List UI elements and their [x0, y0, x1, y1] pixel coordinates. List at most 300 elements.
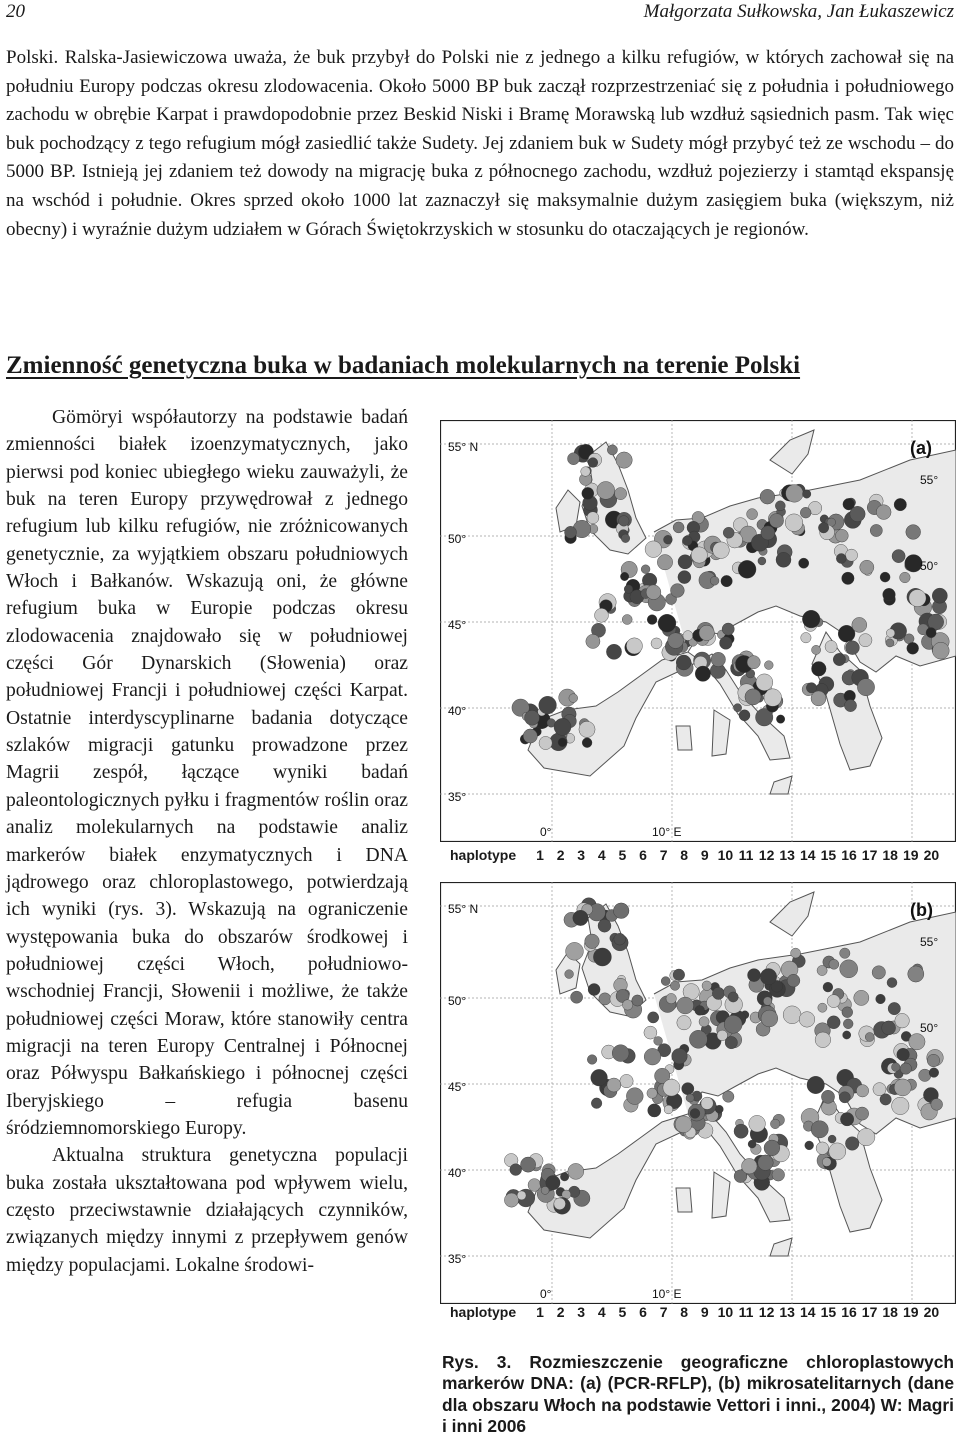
haplotype-dot	[664, 535, 673, 544]
lat-label: 55°	[920, 473, 939, 487]
haplotype-dot	[856, 1107, 869, 1120]
legend-number: 18	[882, 847, 898, 863]
haplotype-dot	[607, 445, 617, 455]
haplotype-dot	[585, 934, 600, 949]
haplotype-dot	[713, 542, 730, 559]
haplotype-dot	[723, 527, 734, 538]
haplotype-dot	[806, 683, 816, 693]
haplotype-dot	[827, 995, 840, 1008]
haplotype-dot	[748, 969, 761, 982]
legend-number: 15	[820, 847, 837, 863]
haplotype-dot	[818, 1003, 827, 1012]
haplotype-dot	[682, 536, 692, 546]
haplotype-dot	[812, 645, 821, 654]
haplotype-dot	[894, 498, 906, 510]
haplotype-dot	[723, 1091, 734, 1102]
legend-number: 8	[680, 847, 689, 863]
haplotype-dot	[666, 993, 676, 1003]
haplotype-dot	[597, 482, 615, 500]
legend-number: 11	[738, 1304, 754, 1320]
haplotype-dot	[588, 458, 598, 468]
haplotype-dot	[606, 644, 621, 659]
haplotype-dot	[822, 1158, 831, 1167]
haplotype-dot	[919, 1069, 931, 1081]
haplotype-dot	[872, 966, 885, 979]
haplotype-dot	[772, 1169, 785, 1182]
legend-number: 14	[800, 847, 816, 863]
haplotype-dot	[857, 679, 874, 696]
haplotype-dot	[565, 970, 574, 979]
haplotype-dot	[840, 948, 850, 958]
page-header	[6, 0, 954, 30]
haplotype-dot	[595, 608, 609, 622]
haplotype-dot	[591, 1098, 602, 1109]
haplotype-dot	[854, 990, 869, 1005]
lat-label: 55° N	[448, 902, 479, 916]
haplotype-dot	[892, 1097, 909, 1114]
page-number: 20	[6, 1, 25, 22]
haplotype-dot	[644, 1048, 661, 1065]
haplotype-dot	[811, 1121, 828, 1138]
legend-number: 13	[779, 1304, 795, 1320]
haplotype-dot	[586, 634, 600, 648]
haplotype-dot	[720, 637, 733, 650]
haplotype-dot	[676, 655, 691, 670]
haplotype-dot	[776, 715, 784, 723]
legend-number: 12	[758, 1304, 775, 1320]
haplotype-dot	[710, 576, 719, 585]
body-paragraph-1: Gömöryi współautorzy na podstawie badań zmienności białek izoenzymatycznych, jako pierwsi pod koniec ubiegłego wieku zauważyli, że buk na teren Europy przywędrował z jednego refugium lub kilku refugiów, nie zróżnicowanych genetycznie, za wyjątkiem obszaru południowych Włoch i Bałkanów. Wskazują oni, że główne refugium buka w Europie podczas okresu zlodowacenia znajdowało się w południowej części Gór Dynarskich (Słowenia) oraz południowej Francji i południowej części Karpat. Ostatnie interdyscyplinarne badania dotyczące szlaków migracji gatunku prowadzone przez Magrii zespół, łączące wyniki badań paleontologicznych pyłku i fragmentów roślin oraz analiz molekularnych na podstawie analiz markerów białek enzymatycznych i DNA jądrowego oraz chloroplastowego, potwierdzają ich wyniki (rys. 3). Wskazują na ograniczenie występowania buka do obszarów środkowej i południowej części Włoch, południowo-wschodniej Francji, Słowenii i możliwe, że także południowej części Moraw, które stanowiły centra migracji na teren Europy Centralnej i Północnej oraz Półwyspu Bałkańskiego i północnej części Iberyjskiego – refugia basenu śródziemnomorskiego Europy.	[6, 407, 408, 1139]
haplotype-dot	[812, 662, 827, 677]
legend-number: 19	[903, 1304, 919, 1320]
haplotype-dot	[786, 485, 804, 503]
haplotype-dot	[840, 960, 858, 978]
haplotype-dot	[510, 1164, 522, 1176]
haplotype-dot	[886, 629, 895, 638]
haplotype-dot	[817, 965, 827, 975]
haplotype-dot	[722, 623, 734, 635]
haplotype-dot	[690, 1109, 700, 1119]
haplotype-dot	[622, 1000, 632, 1010]
legend-number: 11	[738, 847, 754, 863]
haplotype-dot	[783, 1006, 801, 1024]
haplotype-dot	[895, 1013, 910, 1028]
legend-number: 10	[717, 1304, 734, 1320]
haplotype-dot	[539, 696, 557, 714]
haplotype-dot	[787, 974, 800, 987]
haplotype-dot	[745, 689, 761, 705]
legend-number: 9	[700, 847, 709, 863]
haplotype-dot	[888, 1002, 900, 1014]
figure-caption: Rys. 3. Rozmieszczenie geograficzne chloroplastowych markerów DNA: (a) (PCR-RFLP), (b) mikrosatelitarnych (dane dla obszaru Włoch na podstawie Vettori i inni., 2004) W: Magri i inni 2006	[442, 1352, 954, 1437]
haplotype-dot	[645, 541, 662, 558]
haplotype-dot	[816, 1142, 829, 1155]
haplotype-dot	[886, 639, 894, 647]
haplotype-dot	[607, 1078, 621, 1092]
haplotype-dot	[932, 588, 947, 603]
legend-number: 7	[659, 1304, 668, 1320]
haplotype-dot	[620, 1074, 633, 1087]
legend-number: 20	[923, 1304, 940, 1320]
haplotype-dot	[612, 1045, 629, 1062]
haplotype-dot	[579, 721, 595, 737]
legend-number: 12	[758, 847, 775, 863]
haplotype-dot	[860, 560, 874, 574]
haplotype-dot	[670, 981, 679, 990]
legend-number: 4	[597, 1304, 606, 1320]
haplotype-dot	[818, 523, 828, 533]
haplotype-dot	[764, 1140, 780, 1156]
haplotype-dot	[646, 585, 661, 600]
haplotype-dot	[887, 978, 897, 988]
haplotype-dot	[717, 1030, 728, 1041]
panel-label: (a)	[910, 438, 932, 458]
haplotype-dot	[761, 526, 775, 540]
haplotype-dot	[682, 1083, 694, 1095]
legend-number: 15	[820, 1304, 837, 1320]
haplotype-dot	[932, 642, 949, 659]
haplotype-dot	[929, 1068, 939, 1078]
haplotype-dot	[728, 992, 738, 1002]
haplotype-dot	[906, 525, 921, 540]
haplotype-dot	[770, 1119, 780, 1129]
legend-number: 18	[882, 1304, 898, 1320]
haplotype-dot	[761, 1010, 778, 1027]
haplotype-dot	[619, 516, 630, 527]
lat-label: 40°	[448, 1166, 467, 1180]
haplotype-dot	[614, 933, 626, 945]
haplotype-dot	[664, 1105, 673, 1114]
legend-number: 5	[618, 1304, 627, 1320]
haplotype-dot	[909, 1034, 925, 1050]
haplotype-dot	[760, 969, 776, 985]
lat-label: 55°	[920, 935, 939, 949]
haplotype-dot	[815, 1032, 831, 1048]
haplotype-dot	[675, 1116, 692, 1133]
haplotype-dot	[651, 638, 662, 649]
haplotype-dot	[843, 1031, 851, 1039]
haplotype-dot	[836, 529, 849, 542]
haplotype-dot	[587, 1055, 597, 1065]
haplotype-dot	[738, 560, 756, 578]
haplotype-dot	[840, 1113, 853, 1126]
legend-number: 1	[536, 1304, 544, 1320]
haplotype-dot	[658, 614, 676, 632]
lat-label: 55° N	[448, 440, 479, 454]
haplotype-dot	[691, 547, 707, 563]
haplotype-dot	[626, 1088, 643, 1105]
legend-number: 3	[577, 847, 586, 863]
haplotype-dot	[615, 488, 627, 500]
lat-label: 45°	[448, 1080, 467, 1094]
haplotype-dot	[870, 524, 882, 536]
haplotype-dot	[632, 995, 643, 1006]
haplotype-dot	[845, 1137, 859, 1151]
haplotype-dot	[593, 948, 611, 966]
running-authors: Małgorzata Sułkowska, Jan Łukaszewicz	[643, 1, 954, 22]
haplotype-dot	[624, 585, 633, 594]
haplotype-dot	[517, 1191, 526, 1200]
haplotype-dot	[582, 487, 594, 499]
haplotype-dot	[803, 490, 811, 498]
map-a-frame	[440, 420, 956, 842]
haplotype-dot	[844, 700, 856, 712]
haplotype-dot	[573, 910, 588, 925]
haplotype-dot	[699, 625, 714, 640]
haplotype-dot	[668, 633, 684, 649]
lon-label: 0°	[540, 1287, 552, 1301]
haplotype-dot	[769, 514, 783, 528]
body-paragraph-2: Aktualna struktura genetyczna populacji buka została ukształtowana pod wpływem wielu, często przeciwstawnie działających czynników, związanych między innymi z przepływem genów między populacjami. Lokalne środowi-	[6, 1145, 408, 1276]
lat-label: 35°	[448, 1252, 467, 1266]
haplotype-dot	[883, 588, 896, 601]
haplotype-legend-b	[440, 1300, 956, 1326]
haplotype-dot	[613, 903, 629, 919]
haplotype-dot	[892, 1063, 901, 1072]
legend-number: 8	[680, 1304, 689, 1320]
lat-label: 50°	[920, 559, 939, 573]
legend-number: 14	[800, 1304, 816, 1320]
haplotype-dot	[758, 557, 766, 565]
legend-number: 13	[779, 847, 795, 863]
haplotype-dot	[622, 615, 632, 625]
haplotype-dot	[525, 710, 540, 725]
haplotype-dot	[683, 631, 693, 641]
lon-label: 0°	[540, 825, 552, 839]
haplotype-dot	[647, 1088, 657, 1098]
haplotype-dot	[739, 710, 750, 721]
haplotype-dot	[504, 1193, 518, 1207]
haplotype-dot	[626, 638, 642, 654]
haplotype-dot	[852, 617, 867, 632]
haplotype-dot	[833, 653, 845, 665]
lat-label: 40°	[448, 704, 467, 718]
legend-number: 1	[536, 847, 544, 863]
haplotype-dot	[521, 1157, 536, 1172]
haplotype-dot	[799, 1012, 815, 1028]
haplotype-dot	[829, 1143, 846, 1160]
haplotype-dot	[647, 615, 657, 625]
body-column	[6, 404, 408, 1279]
lat-label: 50°	[920, 1021, 939, 1035]
haplotype-dot	[843, 1019, 853, 1029]
intro-paragraph: Polski. Ralska-Jasiewiczowa uważa, że buk przybył do Polski nie z jednego a kilku refugiów, w których zachował się na południu Europy podczas okresu zlodowacenia. Około 5000 BP buk zaczął rozprzestrzeniać się z południa i południowego zachodu w obrębie Karpat i prawdopodobnie przez Beskid Niski i Bramę Morawską lub wzdłuż sąsiednich pasm. Tak więc buk pochodzący z tego refugium mógł zasiedlić także Sudety. Jej zdaniem buk w Sudety mógł przybyć też ze wschodu – do 5000 BP. Istnieją jej zdaniem też dowody na migrację buka z północnego zachodu, wzdłuż pojezierzy i stamtąd ekspansję na wschód i południe. Okres sprzed około 1000 lat zaznaczył się maksymalnie dużym zasięgiem buka (większym, niż obecny) i wyraźnie dużym udziałem w Górach Świętokrzyskich w stosunku do otaczających je regionów.	[6, 47, 954, 240]
haplotype-dot	[621, 534, 630, 543]
haplotype-legend-a	[440, 843, 956, 869]
haplotype-dot	[747, 509, 758, 520]
map-b	[440, 882, 956, 1304]
haplotype-dot	[800, 507, 811, 518]
legend-label: haplotype	[450, 1304, 517, 1320]
haplotype-dot	[926, 628, 936, 638]
haplotype-dot	[836, 554, 846, 564]
lon-label: 10° E	[652, 825, 682, 839]
haplotype-dot	[892, 550, 905, 563]
haplotype-dot	[850, 506, 865, 521]
haplotype-dot	[541, 1186, 549, 1194]
haplotype-dot	[591, 1069, 608, 1086]
haplotype-dot	[760, 489, 775, 504]
haplotype-dot	[880, 1094, 891, 1105]
haplotype-dot	[565, 526, 577, 538]
legend-number: 16	[841, 847, 857, 863]
haplotype-dot	[894, 1079, 911, 1096]
haplotype-dot	[756, 674, 773, 691]
map-b-frame	[440, 882, 956, 1304]
haplotype-dot	[571, 991, 583, 1003]
haplotype-dot	[554, 1198, 566, 1210]
legend-number: 9	[700, 1304, 709, 1320]
haplotype-dot	[931, 1099, 943, 1111]
haplotype-dot	[523, 729, 537, 743]
haplotype-dot	[677, 997, 694, 1014]
haplotype-dot	[616, 452, 632, 468]
haplotype-dot	[876, 505, 891, 520]
haplotype-dot	[876, 994, 886, 1004]
haplotype-dot	[821, 1090, 834, 1103]
haplotype-dot	[554, 718, 571, 735]
haplotype-dot	[558, 738, 567, 747]
haplotype-dot	[673, 969, 685, 981]
legend-number: 20	[923, 847, 940, 863]
haplotype-dot	[900, 1063, 911, 1074]
haplotype-dot	[648, 1104, 661, 1117]
haplotype-dot	[859, 634, 872, 647]
haplotype-dot	[663, 1079, 680, 1096]
haplotype-dot	[908, 966, 924, 982]
legend-number: 17	[861, 1304, 878, 1320]
haplotype-dot	[661, 977, 670, 986]
haplotype-dot	[568, 1163, 584, 1179]
haplotype-dot	[758, 1155, 774, 1171]
haplotype-dot	[842, 1007, 853, 1018]
haplotype-dot	[842, 572, 854, 584]
lon-label: 10° E	[652, 1287, 682, 1301]
haplotype-dot	[927, 1054, 940, 1067]
haplotype-dot	[825, 641, 837, 653]
map-a	[440, 420, 956, 842]
haplotype-dot	[845, 549, 857, 561]
haplotype-dot	[805, 1141, 814, 1150]
legend-number: 2	[556, 847, 565, 863]
haplotype-dot	[799, 558, 809, 568]
legend-number: 2	[556, 1304, 565, 1320]
lat-label: 50°	[448, 532, 467, 546]
haplotype-dot	[686, 1094, 694, 1102]
haplotype-dot	[569, 694, 578, 703]
haplotype-dot	[748, 1140, 756, 1148]
haplotype-dot	[801, 633, 811, 643]
haplotype-dot	[671, 584, 685, 598]
haplotype-dot	[909, 590, 926, 607]
haplotype-dot	[715, 1105, 723, 1113]
haplotype-dot	[648, 1012, 659, 1023]
haplotype-dot	[724, 1015, 742, 1033]
legend-label: haplotype	[450, 847, 517, 863]
haplotype-dot	[734, 704, 742, 712]
haplotype-dot	[699, 1017, 709, 1027]
haplotype-dot	[599, 993, 611, 1005]
legend-number: 6	[639, 847, 647, 863]
lat-label: 45°	[448, 618, 467, 632]
haplotype-dot	[775, 501, 785, 511]
haplotype-dot	[811, 691, 826, 706]
haplotype-dot	[791, 948, 801, 958]
legend-number: 5	[618, 847, 627, 863]
haplotype-dot	[711, 652, 725, 666]
haplotype-dot	[829, 959, 839, 969]
legend-number: 4	[597, 847, 606, 863]
haplotype-dot	[689, 1030, 707, 1048]
haplotype-dot	[897, 1048, 910, 1061]
haplotype-dot	[828, 1135, 836, 1143]
haplotype-dot	[839, 1092, 850, 1103]
haplotype-dot	[764, 661, 773, 670]
haplotype-dot	[539, 736, 552, 749]
haplotype-dot	[785, 514, 803, 532]
haplotype-dot	[907, 642, 919, 654]
haplotype-dot	[598, 919, 611, 932]
legend-number: 17	[861, 847, 878, 863]
lat-label: 50°	[448, 994, 467, 1008]
haplotype-dot	[568, 453, 580, 465]
legend-number: 7	[659, 847, 668, 863]
haplotype-dot	[807, 1076, 824, 1093]
haplotype-dot	[734, 1124, 748, 1138]
haplotype-dot	[672, 1048, 688, 1064]
haplotype-dot	[702, 981, 712, 991]
legend-number: 3	[577, 1304, 586, 1320]
haplotype-dot	[620, 572, 628, 580]
haplotype-dot	[856, 1085, 868, 1097]
haplotype-dot	[721, 575, 732, 586]
haplotype-dot	[749, 1115, 766, 1132]
haplotype-dot	[695, 1006, 705, 1016]
haplotype-dot	[742, 1158, 758, 1174]
section-title: Zmienność genetyczna buka w badaniach molekularnych na terenie Polski	[6, 352, 801, 379]
haplotype-dot	[654, 1037, 663, 1046]
haplotype-dot	[776, 552, 791, 567]
haplotype-dot	[882, 1021, 896, 1035]
haplotype-dot	[673, 522, 684, 533]
haplotype-dot	[712, 987, 724, 999]
legend-number: 6	[639, 1304, 647, 1320]
haplotype-dot	[823, 982, 833, 992]
haplotype-dot	[827, 1016, 840, 1029]
haplotype-dot	[678, 571, 691, 584]
haplotype-dot	[865, 1033, 874, 1042]
legend-number: 19	[903, 847, 919, 863]
haplotype-dot	[677, 1016, 691, 1030]
haplotype-dot	[701, 1097, 713, 1109]
haplotype-dot	[747, 656, 760, 669]
haplotype-dot	[582, 738, 592, 748]
haplotype-dot	[587, 512, 599, 524]
haplotype-dot	[644, 1026, 657, 1039]
legend-number: 16	[841, 1304, 857, 1320]
lat-label: 35°	[448, 790, 467, 804]
haplotype-dot	[858, 1128, 875, 1145]
haplotype-dot	[588, 984, 600, 996]
haplotype-dot	[657, 555, 672, 570]
haplotype-dot	[581, 467, 591, 477]
haplotype-dot	[763, 997, 772, 1006]
haplotype-dot	[802, 610, 820, 628]
haplotype-dot	[695, 666, 710, 681]
haplotype-dot	[560, 1173, 568, 1181]
haplotype-dot	[846, 641, 860, 655]
haplotype-dot	[641, 565, 650, 574]
